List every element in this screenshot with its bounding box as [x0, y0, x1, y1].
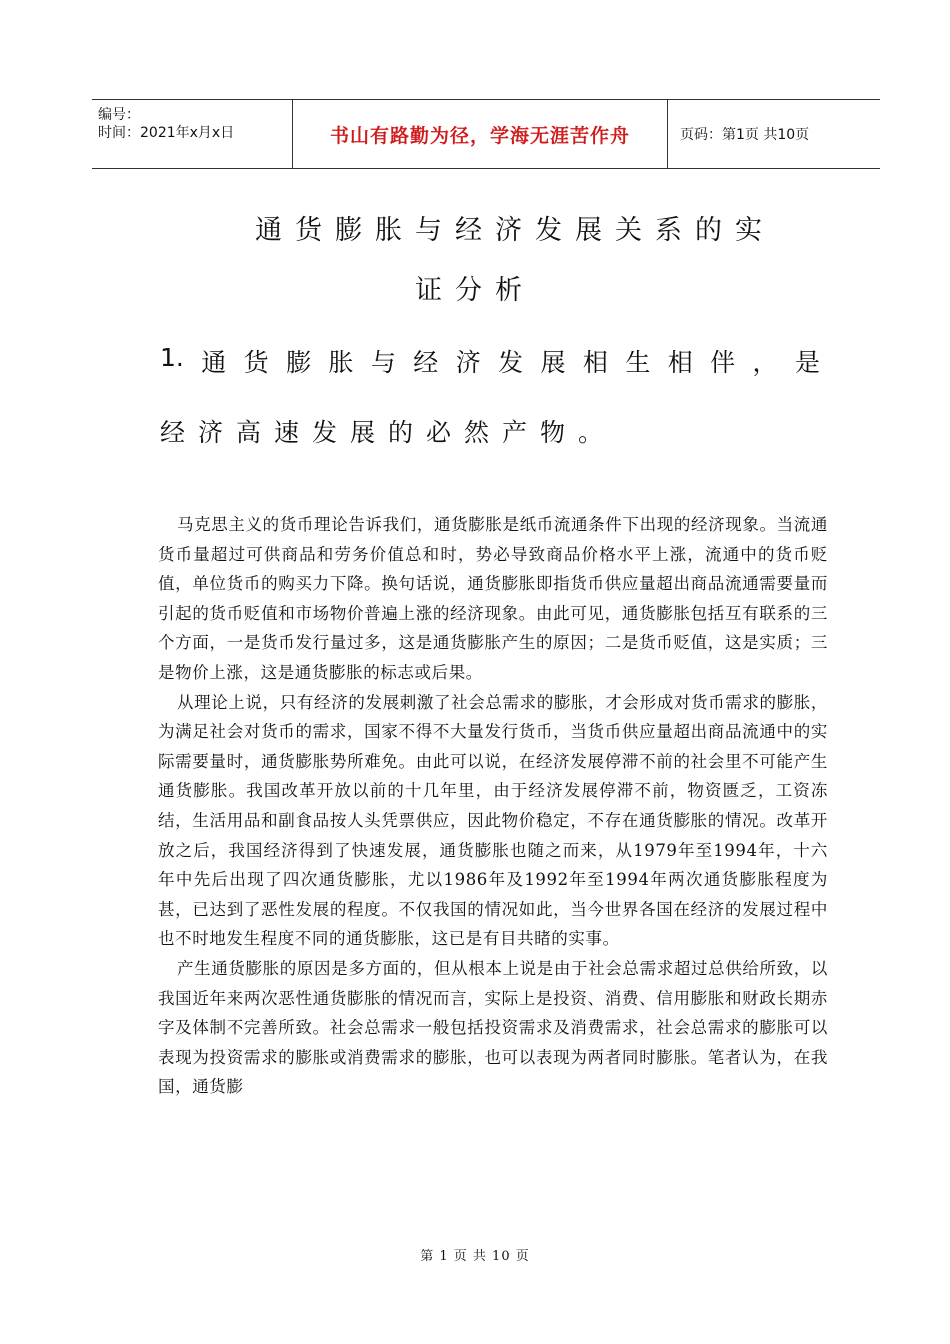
- section-heading-char: 1.: [160, 343, 184, 372]
- section-heading-char: 货: [243, 348, 269, 377]
- section-heading-char: 是: [794, 348, 820, 377]
- document-title-line1: 通货膨胀与经济发展关系的实: [255, 215, 775, 246]
- section-heading-char: 展: [540, 348, 566, 377]
- section-heading-char: 相: [582, 348, 608, 377]
- paragraph: 从理论上说，只有经济的发展刺激了社会总需求的膨胀，才会形成对货币需求的膨胀，为满足社会对货币的需求，国家不得不大量发行货币，当货币供应量超出商品流通中的实际需要量时，通货膨胀势所难免。由此可以说，在经济发展停滞不前的社会里不可能产生通货膨胀。我国改革开放以前的十几年里，由于经济发展停滞不前，物资匮乏，工资冻结，生活用品和副食品按人头凭票供应，因此物价稳定，不存在通货膨胀的情况。改革开放之后，我国经济得到了快速发展，通货膨胀也随之而来，从1979年至1994年，十六年中先后出现了四次通货膨胀，尤以1986年及1992年至1994年两次通货膨胀程度为甚，已达到了恶性发展的程度。不仅我国的情况如此，当今世界各国在经济的发展过程中也不时地发生程度不同的通货膨胀，这已是有目共睹的实事。: [158, 692, 828, 949]
- document-title-line2: 证分析: [415, 275, 535, 306]
- section-heading-char: 济: [455, 348, 481, 377]
- header-page-cell: [668, 100, 880, 168]
- section-heading-char: 与: [370, 348, 396, 377]
- section-heading-char: 膨: [286, 348, 312, 377]
- document-header: [92, 99, 880, 169]
- section-heading-char: 伴: [710, 348, 736, 377]
- section-heading-char: 经: [413, 348, 439, 377]
- page-label: 页码：第1页 共10页: [680, 127, 810, 143]
- section-heading-char: ，: [752, 348, 778, 377]
- header-motto-cell: [293, 100, 668, 168]
- header-meta-cell: [92, 100, 293, 168]
- section-heading-char: 生: [625, 348, 651, 377]
- paragraph: 产生通货膨胀的原因是多方面的，但从根本上说是由于社会总需求超过总供给所致，以我国近年来两次恶性通货膨胀的情况而言，实际上是投资、消费、信用膨胀和财政长期赤字及体制不完善所致。社会总需求一般包括投资需求及消费需求，社会总需求的膨胀可以表现为投资需求的膨胀或消费需求的膨胀，也可以表现为两者同时膨胀。笔者认为，在我国，通货膨: [158, 958, 828, 1097]
- number-label: 编号：: [98, 107, 140, 123]
- section-heading-char: 发: [498, 348, 524, 377]
- body-text: [158, 510, 828, 1102]
- paragraph: 马克思主义的货币理论告诉我们，通货膨胀是纸币流通条件下出现的经济现象。当流通货币量超过可供商品和劳务价值总和时，势必导致商品价格水平上涨，流通中的货币贬值，单位货币的购买力下降。换句话说，通货膨胀即指货币供应量超出商品流通需要量而引起的货币贬值和市场物价普遍上涨的经济现象。由此可见，通货膨胀包括互有联系的三个方面，一是货币发行量过多，这是通货膨胀产生的原因；二是货币贬值，这是实质；三是物价上涨，这是通货膨胀的标志或后果。: [158, 515, 828, 682]
- section-heading-line1: [160, 343, 820, 379]
- section-heading-char: 胀: [328, 348, 354, 377]
- section-heading-char: 通: [201, 348, 227, 377]
- motto: 书山有路勤为径，学海无涯苦作舟: [329, 124, 630, 147]
- section-heading-char: 相: [667, 348, 693, 377]
- page-footer: 第 1 页 共 10 页: [420, 1249, 530, 1264]
- time-label: 时间：2021年x月x日: [98, 125, 235, 141]
- section-heading-line2: 经济高速发展的必然产物。: [160, 418, 617, 447]
